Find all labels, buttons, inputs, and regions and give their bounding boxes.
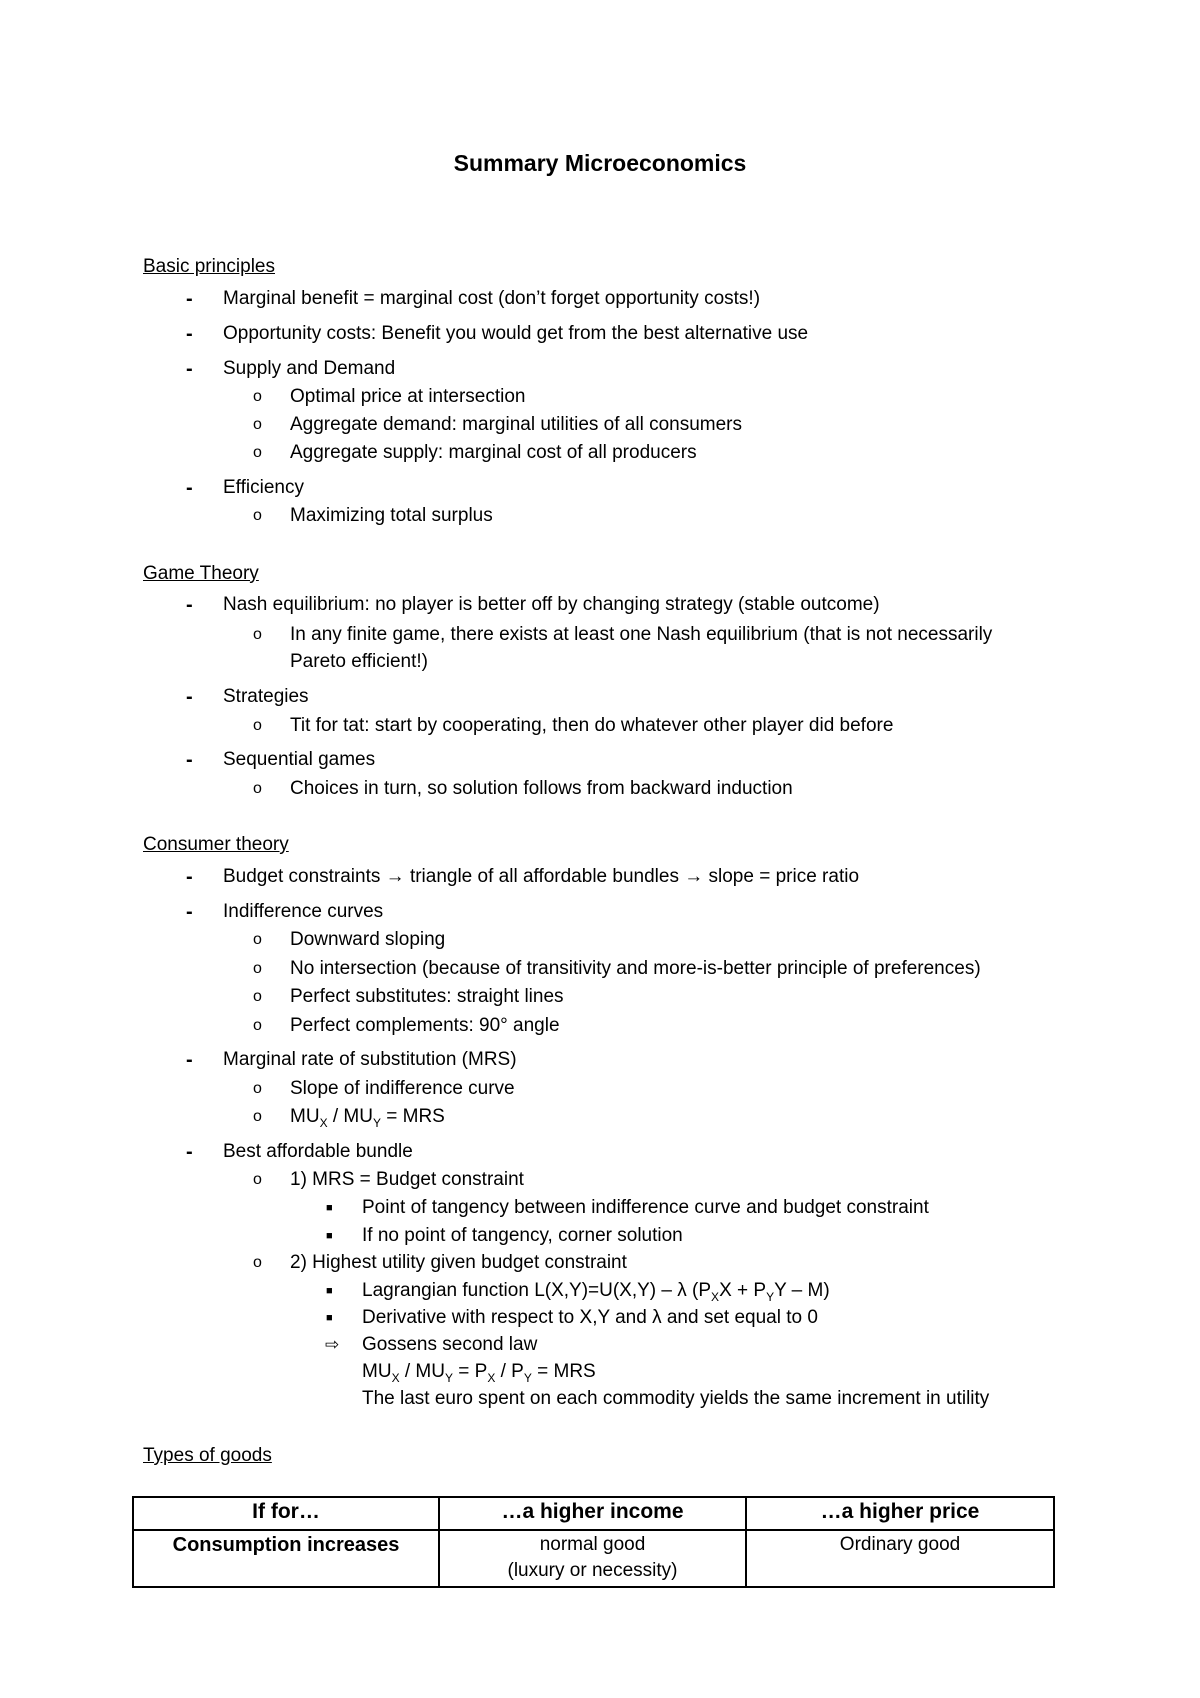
game-subitem-finite-game-line1: In any finite game, there exists at least one Nash equilibrium (that is not necessarily bbox=[290, 624, 993, 645]
table-row bbox=[133, 1530, 1054, 1587]
table-cell-line: normal good bbox=[539, 1534, 646, 1555]
price-ratio-text: slope = price ratio bbox=[708, 866, 860, 887]
basic-item-supply-demand: Supply and Demand bbox=[223, 358, 396, 379]
circle-bullet: o bbox=[253, 507, 262, 524]
price-text: = P bbox=[452, 1361, 488, 1382]
game-subitem-finite-game-line2: Pareto efficient!) bbox=[290, 651, 429, 672]
circle-bullet: o bbox=[253, 988, 262, 1005]
affordable-bundles-text: triangle of all affordable bundles bbox=[409, 866, 679, 887]
game-item-sequential: Sequential games bbox=[223, 749, 376, 770]
square-bullet: ■ bbox=[326, 1312, 333, 1324]
subscript-y: Y bbox=[372, 1115, 381, 1130]
section-heading-types-of-goods: Types of goods bbox=[143, 1445, 272, 1466]
subscript-x: X bbox=[711, 1289, 720, 1304]
subscript-y: Y bbox=[766, 1289, 775, 1304]
circle-bullet: o bbox=[253, 416, 262, 433]
subscript-x: X bbox=[487, 1370, 496, 1385]
table-header-cell: If for… bbox=[133, 1497, 439, 1530]
square-bullet: ■ bbox=[326, 1202, 333, 1214]
consumer-subsubitem-corner: If no point of tangency, corner solution bbox=[362, 1225, 683, 1246]
page-title: Summary Microeconomics bbox=[453, 150, 747, 176]
lagrangian-text: Y – M) bbox=[774, 1280, 830, 1301]
dash-bullet: - bbox=[186, 901, 193, 923]
consumer-subitem-mrs-budget: 1) MRS = Budget constraint bbox=[290, 1169, 524, 1190]
table-header-cell: …a higher price bbox=[746, 1497, 1054, 1530]
subscript-x: X bbox=[391, 1370, 400, 1385]
consumer-gossens-explanation: The last euro spent on each commodity yields the same increment in utility bbox=[362, 1388, 990, 1409]
circle-bullet: o bbox=[253, 1017, 262, 1034]
section-heading-game-theory: Game Theory bbox=[143, 563, 259, 584]
consumer-subitem-no-intersection: No intersection (because of transitivity and more-is-better principle of preferences) bbox=[290, 958, 981, 979]
price-text: / P bbox=[495, 1361, 524, 1382]
circle-bullet: o bbox=[253, 960, 262, 977]
consumer-subitem-highest-utility: 2) Highest utility given budget constraint bbox=[290, 1252, 627, 1273]
budget-constraints-text: Budget constraints bbox=[223, 866, 381, 887]
subscript-y: Y bbox=[444, 1370, 453, 1385]
types-of-goods-table bbox=[132, 1496, 1055, 1588]
consumer-subsubitem-tangency: Point of tangency between indifference curve and budget constraint bbox=[362, 1197, 929, 1218]
table-header-cell: …a higher income bbox=[439, 1497, 746, 1530]
circle-bullet: o bbox=[253, 1171, 262, 1188]
square-bullet: ■ bbox=[326, 1285, 333, 1297]
mu-text: MU bbox=[362, 1361, 392, 1382]
table-cell: Consumption increases bbox=[133, 1530, 439, 1587]
dash-bullet: - bbox=[186, 749, 193, 771]
dash-bullet: - bbox=[186, 686, 193, 708]
basic-subitem-aggregate-supply: Aggregate supply: marginal cost of all producers bbox=[290, 442, 697, 463]
dash-bullet: - bbox=[186, 1049, 193, 1071]
mrs-text: = MRS bbox=[380, 1106, 445, 1127]
consumer-gossens-formula bbox=[362, 1360, 596, 1384]
consumer-subitem-mu-ratio bbox=[290, 1105, 445, 1129]
consumer-subsubitem-gossens: Gossens second law bbox=[362, 1334, 538, 1355]
circle-bullet: o bbox=[253, 780, 262, 797]
basic-subitem-optimal-price: Optimal price at intersection bbox=[290, 386, 526, 407]
square-bullet: ■ bbox=[326, 1230, 333, 1242]
arrow-icon: → bbox=[684, 866, 704, 887]
table-cell: Ordinary good bbox=[746, 1530, 1054, 1587]
consumer-subsubitem-derivative: Derivative with respect to X,Y and λ and set equal to 0 bbox=[362, 1307, 818, 1328]
circle-bullet: o bbox=[253, 931, 262, 948]
circle-bullet: o bbox=[253, 1108, 262, 1125]
circle-bullet: o bbox=[253, 717, 262, 734]
consumer-subitem-perfect-complements: Perfect complements: 90° angle bbox=[290, 1015, 560, 1036]
mrs-text: = MRS bbox=[531, 1361, 596, 1382]
consumer-item-mrs: Marginal rate of substitution (MRS) bbox=[223, 1049, 517, 1070]
basic-item-marginal-benefit: Marginal benefit = marginal cost (don’t forget opportunity costs!) bbox=[223, 288, 761, 309]
circle-bullet: o bbox=[253, 1080, 262, 1097]
basic-subitem-aggregate-demand: Aggregate demand: marginal utilities of all consumers bbox=[290, 414, 743, 435]
subscript-y: Y bbox=[523, 1370, 532, 1385]
basic-item-efficiency: Efficiency bbox=[223, 477, 304, 498]
dash-bullet: - bbox=[186, 866, 193, 888]
circle-bullet: o bbox=[253, 444, 262, 461]
section-heading-consumer-theory: Consumer theory bbox=[143, 834, 289, 855]
game-subitem-backward-induction: Choices in turn, so solution follows from backward induction bbox=[290, 778, 793, 799]
table-header-row bbox=[133, 1497, 1054, 1530]
game-item-nash: Nash equilibrium: no player is better off by changing strategy (stable outcome) bbox=[223, 594, 880, 615]
table-cell-line: (luxury or necessity) bbox=[507, 1560, 678, 1581]
consumer-subitem-slope: Slope of indifference curve bbox=[290, 1078, 515, 1099]
dash-bullet: - bbox=[186, 1141, 193, 1163]
mu-text: / MU bbox=[327, 1106, 373, 1127]
hollow-arrow-icon: ⇨ bbox=[325, 1335, 340, 1354]
game-item-strategies: Strategies bbox=[223, 686, 309, 707]
section-heading-basic: Basic principles bbox=[143, 256, 275, 277]
mu-text: MU bbox=[290, 1106, 320, 1127]
consumer-subsubitem-lagrangian bbox=[362, 1279, 830, 1303]
dash-bullet: - bbox=[186, 323, 193, 345]
mu-text: / MU bbox=[399, 1361, 445, 1382]
dash-bullet: - bbox=[186, 288, 193, 310]
consumer-subitem-perfect-substitutes: Perfect substitutes: straight lines bbox=[290, 986, 564, 1007]
dash-bullet: - bbox=[186, 477, 193, 499]
circle-bullet: o bbox=[253, 626, 262, 643]
subscript-x: X bbox=[319, 1115, 328, 1130]
circle-bullet: o bbox=[253, 388, 262, 405]
circle-bullet: o bbox=[253, 1254, 262, 1271]
consumer-subitem-downward-sloping: Downward sloping bbox=[290, 929, 446, 950]
arrow-icon: → bbox=[385, 866, 405, 887]
lagrangian-text: X + P bbox=[719, 1280, 767, 1301]
table-cell bbox=[439, 1530, 746, 1587]
basic-subitem-total-surplus: Maximizing total surplus bbox=[290, 505, 493, 526]
consumer-item-budget-constraints bbox=[223, 865, 859, 889]
lagrangian-text: Lagrangian function L(X,Y)=U(X,Y) – λ (P bbox=[362, 1280, 712, 1301]
game-subitem-tit-for-tat: Tit for tat: start by cooperating, then do whatever other player did before bbox=[290, 715, 894, 736]
consumer-item-best-affordable: Best affordable bundle bbox=[223, 1141, 413, 1162]
dash-bullet: - bbox=[186, 358, 193, 380]
basic-item-opportunity-costs: Opportunity costs: Benefit you would get from the best alternative use bbox=[223, 323, 809, 344]
consumer-item-indifference-curves: Indifference curves bbox=[223, 901, 384, 922]
dash-bullet: - bbox=[186, 594, 193, 616]
